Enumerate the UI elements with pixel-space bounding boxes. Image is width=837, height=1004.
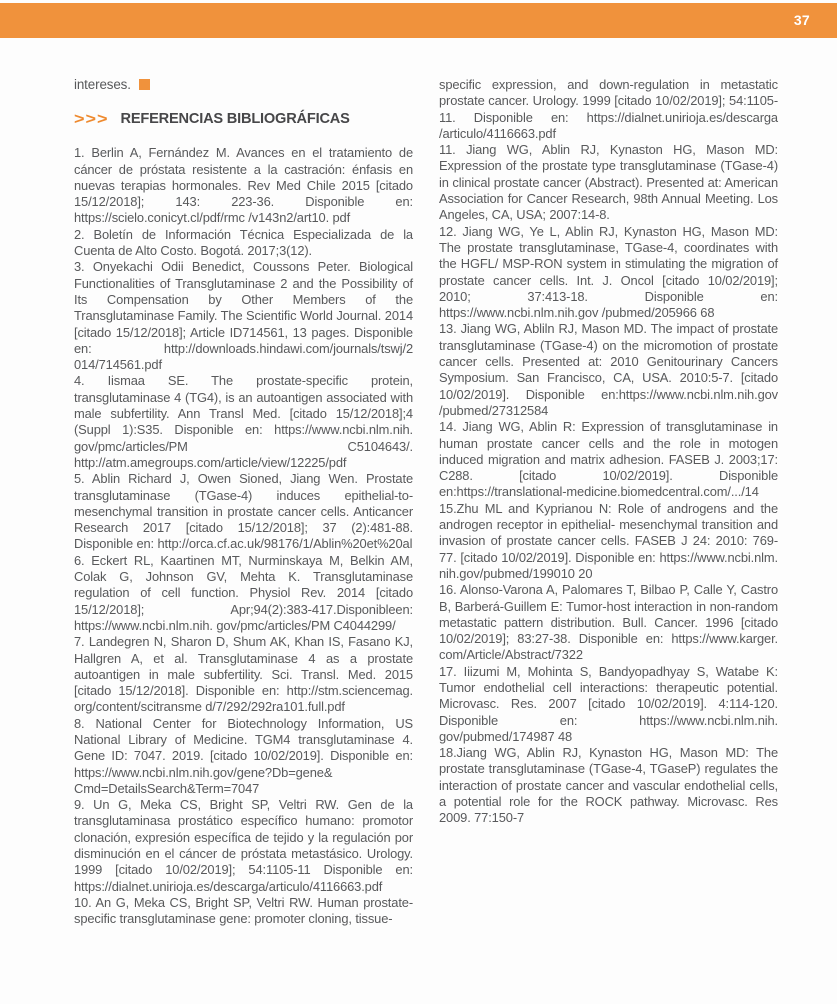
reference-item: 3. Onyekachi Odii Benedict, Coussons Peter. Biological Functionalities of Transglutaminase 2 and the Possibility of Its Compensation by Other Members of the Transglutaminase Family. The Scientific World Journal. 2014 [citado 15/12/2018]; Article ID714561, 13 pages. Disponible en: http://downloads.hindawi.com/journals/tswj/2 014/714561.pdf bbox=[74, 259, 413, 373]
reference-item: 11. Jiang WG, Ablin RJ, Kynaston HG, Mason MD: Expression of the prostate type transglutaminase (TGase-4) in clinical prostate cancer (Abstract). Presented at: American Association for Cancer Research, 98th Annual Meeting. Los Angeles, CA, USA; 2007:14-8. bbox=[439, 142, 778, 223]
reference-item: 12. Jiang WG, Ye L, Ablin RJ, Kynaston HG, Mason MD: The prostate transglutaminase, TGase-4, coordinates with the HGFL/ MSP-RON system in stimulating the migration of prostate cancer cells. Int. J. Oncol [citado 10/02/2019]; 2010; 37:413-18. Disponible en: https://www.ncbi.nlm.nih.gov /pubmed/205966 68 bbox=[439, 223, 778, 321]
reference-item: 4. Iismaa SE. The prostate-specific protein, transglutaminase 4 (TG4), is an autoantigen associated with male subfertility. Ann Transl Med. [citado 15/12/2018];4 (Suppl 1):S35. Disponible en: https://www.ncbi.nlm.nih. gov/pmc/articles/PM C5104643/. http://atm.amegroups.com/article/view/12225/pdf bbox=[74, 373, 413, 470]
triple-chevron-icon: >>> bbox=[74, 110, 109, 128]
closing-text: intereses. bbox=[74, 77, 131, 92]
section-title: REFERENCIAS BIBLIOGRÁFICAS bbox=[120, 111, 350, 128]
reference-list-right bbox=[439, 77, 778, 827]
reference-item: 5. Ablin Richard J, Owen Sioned, Jiang Wen. Prostate transglutaminase (TGase-4) induces epithelial-to-mesenchymal transition in prostate cancer cells. Anticancer Research 2017 [citado 15/12/2018]; 37 (2):481-88. Disponible en: http://orca.cf.ac.uk/98176/1/Ablin%20et%20al bbox=[74, 471, 413, 552]
reference-item: 18.Jiang WG, Ablin RJ, Kynaston HG, Mason MD: The prostate transglutaminase (TGase-4, TGaseP) regulates the interaction of prostate cancer and vascular endothelial cells, a potential role for the ROCK pathway. Microvasc. Res 2009. 77:150-7 bbox=[439, 745, 778, 826]
reference-item: 1. Berlin A, Fernández M. Avances en el tratamiento de cáncer de próstata resistente a la castración: énfasis en nuevas terapias hormonales. Rev Med Chile 2015 [citado 15/12/2018]; 143: 223-36. Disponible en: https://scielo.conicyt.cl/pdf/rmc /v143n2/art10. pdf bbox=[74, 145, 413, 226]
references-section-heading bbox=[74, 110, 413, 128]
references-content bbox=[74, 77, 778, 928]
right-column bbox=[439, 77, 778, 928]
reference-item: 16. Alonso-Varona A, Palomares T, Bilbao P, Calle Y, Castro B, Barberá-Guillem E: Tumor-host interaction in non-random metastatic pattern distribution. Bull. Cancer. 1996 [citado 10/02/2019]; 83:27-38. Disponible en: https://www.karger. com/Article/Abstract/7322 bbox=[439, 582, 778, 663]
reference-item: 6. Eckert RL, Kaartinen MT, Nurminskaya M, Belkin AM, Colak G, Johnson GV, Mehta K. Transglutaminase regulation of cell function. Physiol Rev. 2014 [citado 15/12/2018]; Apr;94(2):383-417.Disponibleen: https://www.ncbi.nlm.nih. gov/pmc/articles/PM C4044299/ bbox=[74, 552, 413, 633]
reference-item: 13. Jiang WG, Abliln RJ, Mason MD. The impact of prostate transglutaminase (TGase-4) on the micromotion of prostate cancer cells. Presented at: 2010 Genitourinary Cancers Symposium. San Francisco, CA, USA. 2010:5-7. [citado 10/02/2019]. Disponible en:https://www.ncbi.nlm.nih.gov /pubmed/27312584 bbox=[439, 321, 778, 418]
reference-item: 8. National Center for Biotechnology Information, US National Library of Medicine. TGM4 transglutaminase 4. Gene ID: 7047. 2019. [citado 10/02/2019]. Disponible en: https://www.ncbi.nlm.nih.gov/gene?Db=gene& Cmd=DetailsSearch&Term=7047 bbox=[74, 715, 413, 796]
reference-continuation: specific expression, and down-regulation in metastatic prostate cancer. Urology. 1999 [citado 10/02/2019]; 54:1105-11. Disponible en: https://dialnet.unirioja.es/descarga /articulo/4116663.pdf bbox=[439, 77, 778, 141]
reference-item: 15.Zhu ML and Kyprianou N: Role of androgens and the androgen receptor in epithelial- mesenchymal transition and invasion of prostate cancer cells. FASEB J 24: 2010: 769-77. [citado 10/02/2019]. Disponible en: https://www.ncbi.nlm. nih.gov/pubmed/199010 20 bbox=[439, 500, 778, 581]
reference-item: 9. Un G, Meka CS, Bright SP, Veltri RW. Gen de la transglutaminasa prostático específico humano: promotor clonación, expresión específica de tejido y la regulación por disminución en el cáncer de próstata metastásico. Urology. 1999 [citado 10/02/2019]; 54:1105-11 Disponible en: https://dialnet.unirioja.es/descarga/articulo/4116663.pdf bbox=[74, 797, 413, 894]
reference-item: 2. Boletín de Información Técnica Especializada de la Cuenta de Alto Costo. Bogotá. 2017;3(12). bbox=[74, 226, 413, 259]
article-closing-line bbox=[74, 77, 413, 93]
header-band bbox=[0, 3, 837, 38]
reference-list-left bbox=[74, 145, 413, 927]
reference-item: 7. Landegren N, Sharon D, Shum AK, Khan IS, Fasano KJ, Hallgren A, et al. Transglutaminase 4 as a prostate autoantigen in male subfertility. Sci. Transl. Med. 2015 [citado 15/12/2018]. Disponible en: http://stm.sciencemag. org/content/scitransme d/7/292/292ra101.full.pdf bbox=[74, 634, 413, 715]
page-number: 37 bbox=[793, 12, 810, 28]
reference-item: 10. An G, Meka CS, Bright SP, Veltri RW. Human prostate-specific transglutaminase gene: promoter cloning, tissue- bbox=[74, 894, 413, 927]
reference-item: 17. Iiizumi M, Mohinta S, Bandyopadhyay S, Watabe K: Tumor endothelial cell interactions: therapeutic potential. Microvasc. Res. 2007 [citado 10/02/2019]. 4:114-120. Disponible en: https://www.ncbi.nlm.nih. gov/pubmed/174987 48 bbox=[439, 663, 778, 744]
left-column bbox=[74, 77, 413, 928]
end-of-article-square-icon bbox=[139, 79, 150, 90]
reference-item: 14. Jiang WG, Ablin R: Expression of transglutaminase in human prostate cancer cells and the role in motogen induced migration and matrix adhesion. FASEB J. 2003;17: C288. [citado 10/02/2019]. Disponible en:https://translational-medicine.biomedcentral.com/.../14 bbox=[439, 419, 778, 500]
